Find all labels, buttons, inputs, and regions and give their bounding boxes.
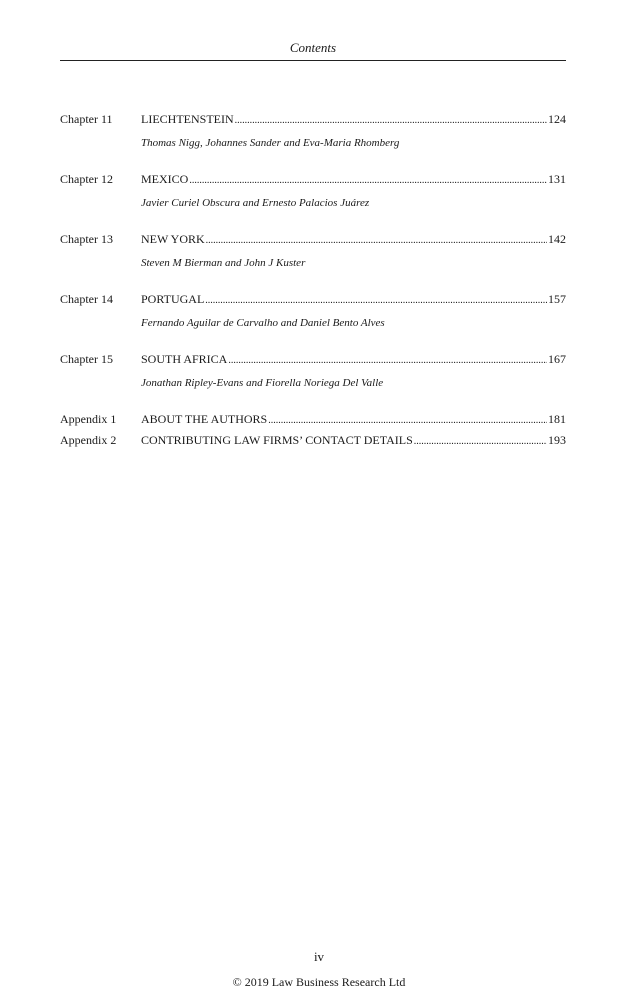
header-title: Contents xyxy=(289,40,337,55)
table-of-contents xyxy=(60,111,566,453)
appendix-label: Appendix 2 xyxy=(60,433,117,447)
toc-entry-chapter-11[interactable] xyxy=(60,111,566,171)
chapter-label: Chapter 15 xyxy=(60,352,113,366)
toc-entry-chapter-12[interactable] xyxy=(60,171,566,231)
page-number: 193 xyxy=(548,433,566,447)
chapter-title[interactable]: PORTUGAL xyxy=(141,292,205,306)
chapter-title[interactable]: LIECHTENSTEIN xyxy=(141,112,234,126)
page-number: 167 xyxy=(548,352,566,366)
appendix-title[interactable]: ABOUT THE AUTHORS xyxy=(141,412,268,426)
appendix-title[interactable]: CONTRIBUTING LAW FIRMS’ CONTACT DETAILS xyxy=(141,433,413,447)
dot-leader xyxy=(235,111,547,129)
chapter-label: Chapter 11 xyxy=(60,112,113,126)
dot-leader xyxy=(228,351,547,369)
toc-entry-appendix-2[interactable] xyxy=(60,432,566,453)
appendix-label: Appendix 1 xyxy=(60,412,117,426)
chapter-authors: Javier Curiel Obscura and Ernesto Palacios Juárez xyxy=(141,197,370,209)
dot-leader xyxy=(206,231,547,249)
chapter-label: Chapter 14 xyxy=(60,292,113,306)
chapter-title[interactable]: MEXICO xyxy=(141,172,189,186)
toc-entry-chapter-14[interactable] xyxy=(60,291,566,351)
toc-entry-appendix-1[interactable] xyxy=(60,411,566,432)
toc-entry-chapter-13[interactable] xyxy=(60,231,566,291)
page-number: 142 xyxy=(548,232,566,246)
dot-leader xyxy=(189,171,547,189)
page-number: 157 xyxy=(548,292,566,306)
chapter-title[interactable]: SOUTH AFRICA xyxy=(141,352,228,366)
chapter-authors: Jonathan Ripley-Evans and Fiorella Noriega Del Valle xyxy=(141,377,384,389)
dot-leader xyxy=(268,411,547,429)
chapter-authors: Fernando Aguilar de Carvalho and Daniel Bento Alves xyxy=(141,317,385,329)
dot-leader xyxy=(205,291,547,309)
chapter-label: Chapter 13 xyxy=(60,232,113,246)
running-header xyxy=(60,38,566,61)
dot-leader xyxy=(414,432,547,450)
page-number: 131 xyxy=(548,172,566,186)
page-folio: iv xyxy=(313,949,325,964)
chapter-authors: Thomas Nigg, Johannes Sander and Eva-Maria Rhomberg xyxy=(141,137,400,149)
page-number: 124 xyxy=(548,112,566,126)
toc-entry-chapter-15[interactable] xyxy=(60,351,566,411)
chapter-label: Chapter 12 xyxy=(60,172,113,186)
page-number: 181 xyxy=(548,412,566,426)
chapter-authors: Steven M Bierman and John J Kuster xyxy=(141,257,306,269)
copyright-notice: © 2019 Law Business Research Ltd xyxy=(232,975,406,989)
chapter-title[interactable]: NEW YORK xyxy=(141,232,205,246)
